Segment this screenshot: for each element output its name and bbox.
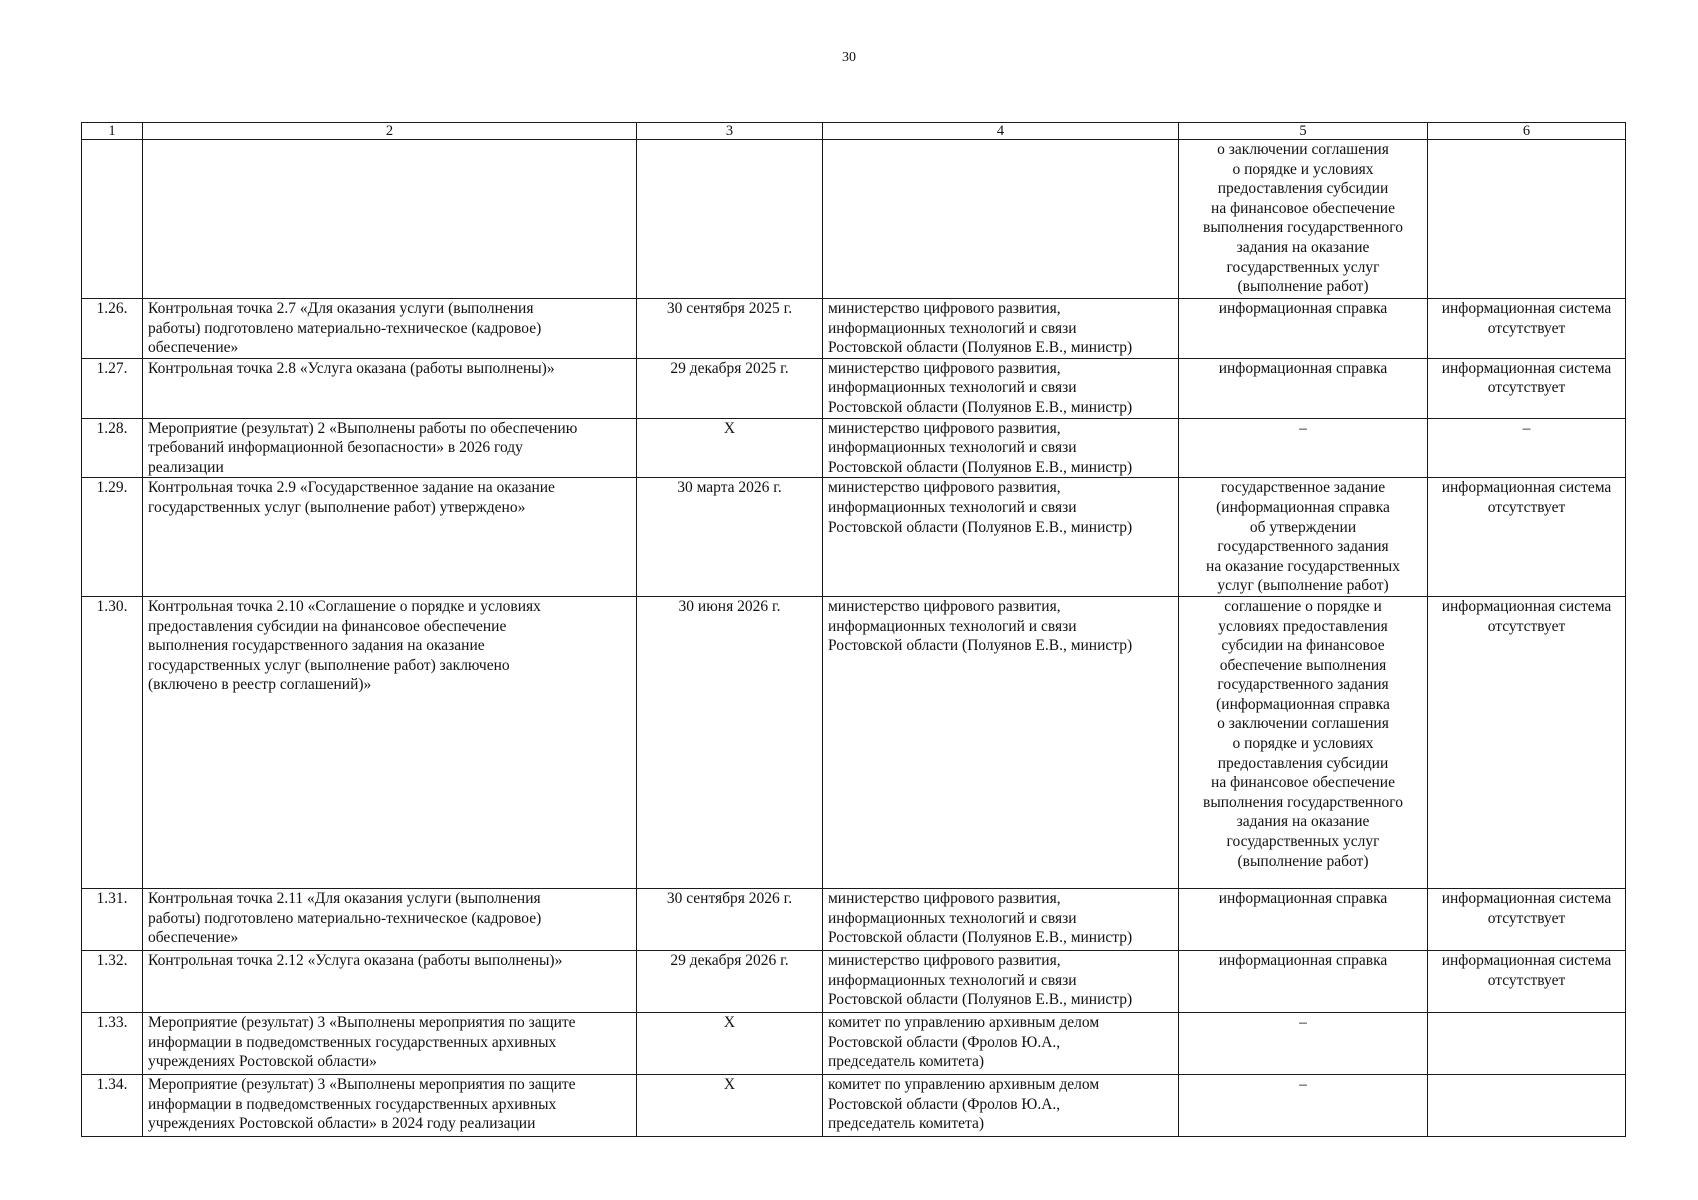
measure-title: Контрольная точка 2.10 «Соглашение о порядке и условиях предоставления субсидии на финансовое обеспечение выполнения государственного задания на оказание государственных услуг (выполнение работ) заключено (включено в реестр соглашений)» — [143, 596, 637, 888]
measure-title: Мероприятие (результат) 3 «Выполнены мероприятия по защите информации в подведомственных государственных архивных учреждениях Ростовской области» — [143, 1012, 637, 1074]
column-header: 6 — [1428, 123, 1626, 140]
information-system: – — [1428, 418, 1626, 478]
document-type: – — [1179, 1012, 1428, 1074]
responsible-executor — [823, 140, 1179, 299]
information-system: информационная система отсутствует — [1428, 888, 1626, 950]
responsible-executor: комитет по управлению архивным делом Ростовской области (Фролов Ю.А., председатель комитета) — [823, 1012, 1179, 1074]
row-number — [82, 140, 143, 299]
header-row — [82, 123, 1626, 140]
column-header: 2 — [143, 123, 637, 140]
document-type: соглашение о порядке и условиях предоставления субсидии на финансовое обеспечение выполнения государственного задания (информационная справка о заключении соглашения о порядке и условиях предоставления субсидии на финансовое обеспечение выполнения государственного задания на оказание государственных услуг (выполнение работ) — [1179, 596, 1428, 888]
document-type: – — [1179, 418, 1428, 478]
row-number: 1.30. — [82, 596, 143, 888]
table-row — [82, 140, 1626, 299]
deadline-date: 29 декабря 2025 г. — [637, 358, 823, 418]
document-type: государственное задание (информационная справка об утверждении государственного задания на оказание государственных услуг (выполнение работ) — [1179, 478, 1428, 597]
deadline-date: 30 марта 2026 г. — [637, 478, 823, 597]
column-header: 5 — [1179, 123, 1428, 140]
page-number: 30 — [842, 50, 856, 65]
measure-title: Мероприятие (результат) 2 «Выполнены работы по обеспечению требований информационной безопасности» в 2026 году реализации — [143, 418, 637, 478]
responsible-executor: министерство цифрового развития, информационных технологий и связи Ростовской области (Полуянов Е.В., министр) — [823, 478, 1179, 597]
column-header: 4 — [823, 123, 1179, 140]
document-type: – — [1179, 1074, 1428, 1136]
responsible-executor: министерство цифрового развития, информационных технологий и связи Ростовской области (Полуянов Е.В., министр) — [823, 299, 1179, 359]
row-number: 1.32. — [82, 950, 143, 1012]
table-body — [82, 140, 1626, 1137]
responsible-executor: комитет по управлению архивным делом Ростовской области (Фролов Ю.А., председатель комитета) — [823, 1074, 1179, 1136]
document-type: о заключении соглашения о порядке и условиях предоставления субсидии на финансовое обеспечение выполнения государственного задания на оказание государственных услуг (выполнение работ) — [1179, 140, 1428, 299]
information-system — [1428, 1074, 1626, 1136]
deadline-date: X — [637, 1074, 823, 1136]
deadline-date — [637, 140, 823, 299]
measure-title: Мероприятие (результат) 3 «Выполнены мероприятия по защите информации в подведомственных государственных архивных учреждениях Ростовской области» в 2024 году реализации — [143, 1074, 637, 1136]
responsible-executor: министерство цифрового развития, информационных технологий и связи Ростовской области (Полуянов Е.В., министр) — [823, 888, 1179, 950]
row-number: 1.27. — [82, 358, 143, 418]
measure-title: Контрольная точка 2.11 «Для оказания услуги (выполнения работы) подготовлено материально-техническое (кадровое) обеспечение» — [143, 888, 637, 950]
table-row — [82, 596, 1626, 888]
table-row — [82, 299, 1626, 359]
column-header: 1 — [82, 123, 143, 140]
document-type: информационная справка — [1179, 888, 1428, 950]
measure-title: Контрольная точка 2.12 «Услуга оказана (работы выполнены)» — [143, 950, 637, 1012]
deadline-date: X — [637, 1012, 823, 1074]
measure-title: Контрольная точка 2.7 «Для оказания услуги (выполнения работы) подготовлено материально-техническое (кадровое) обеспечение» — [143, 299, 637, 359]
row-number: 1.31. — [82, 888, 143, 950]
responsible-executor: министерство цифрового развития, информационных технологий и связи Ростовской области (Полуянов Е.В., министр) — [823, 418, 1179, 478]
table-row — [82, 478, 1626, 597]
table-row — [82, 418, 1626, 478]
deadline-date: 30 сентября 2025 г. — [637, 299, 823, 359]
table-header — [82, 123, 1626, 140]
deadline-date: 29 декабря 2026 г. — [637, 950, 823, 1012]
information-system: информационная система отсутствует — [1428, 358, 1626, 418]
information-system: информационная система отсутствует — [1428, 596, 1626, 888]
measure-title — [143, 140, 637, 299]
row-number: 1.29. — [82, 478, 143, 597]
row-number: 1.28. — [82, 418, 143, 478]
deadline-date: 30 сентября 2026 г. — [637, 888, 823, 950]
document-type: информационная справка — [1179, 358, 1428, 418]
measure-title: Контрольная точка 2.9 «Государственное задание на оказание государственных услуг (выполнение работ) утверждено» — [143, 478, 637, 597]
responsible-executor: министерство цифрового развития, информационных технологий и связи Ростовской области (Полуянов Е.В., министр) — [823, 358, 1179, 418]
measures-table — [81, 122, 1626, 1137]
responsible-executor: министерство цифрового развития, информационных технологий и связи Ростовской области (Полуянов Е.В., министр) — [823, 950, 1179, 1012]
information-system: информационная система отсутствует — [1428, 478, 1626, 597]
table-row — [82, 950, 1626, 1012]
information-system: информационная система отсутствует — [1428, 950, 1626, 1012]
row-number: 1.33. — [82, 1012, 143, 1074]
table-row — [82, 1074, 1626, 1136]
information-system: информационная система отсутствует — [1428, 299, 1626, 359]
information-system — [1428, 1012, 1626, 1074]
responsible-executor: министерство цифрового развития, информационных технологий и связи Ростовской области (Полуянов Е.В., министр) — [823, 596, 1179, 888]
deadline-date: X — [637, 418, 823, 478]
deadline-date: 30 июня 2026 г. — [637, 596, 823, 888]
information-system — [1428, 140, 1626, 299]
table-row — [82, 358, 1626, 418]
column-header: 3 — [637, 123, 823, 140]
document-type: информационная справка — [1179, 299, 1428, 359]
measure-title: Контрольная точка 2.8 «Услуга оказана (работы выполнены)» — [143, 358, 637, 418]
row-number: 1.34. — [82, 1074, 143, 1136]
row-number: 1.26. — [82, 299, 143, 359]
table-row — [82, 1012, 1626, 1074]
table-row — [82, 888, 1626, 950]
document-type: информационная справка — [1179, 950, 1428, 1012]
